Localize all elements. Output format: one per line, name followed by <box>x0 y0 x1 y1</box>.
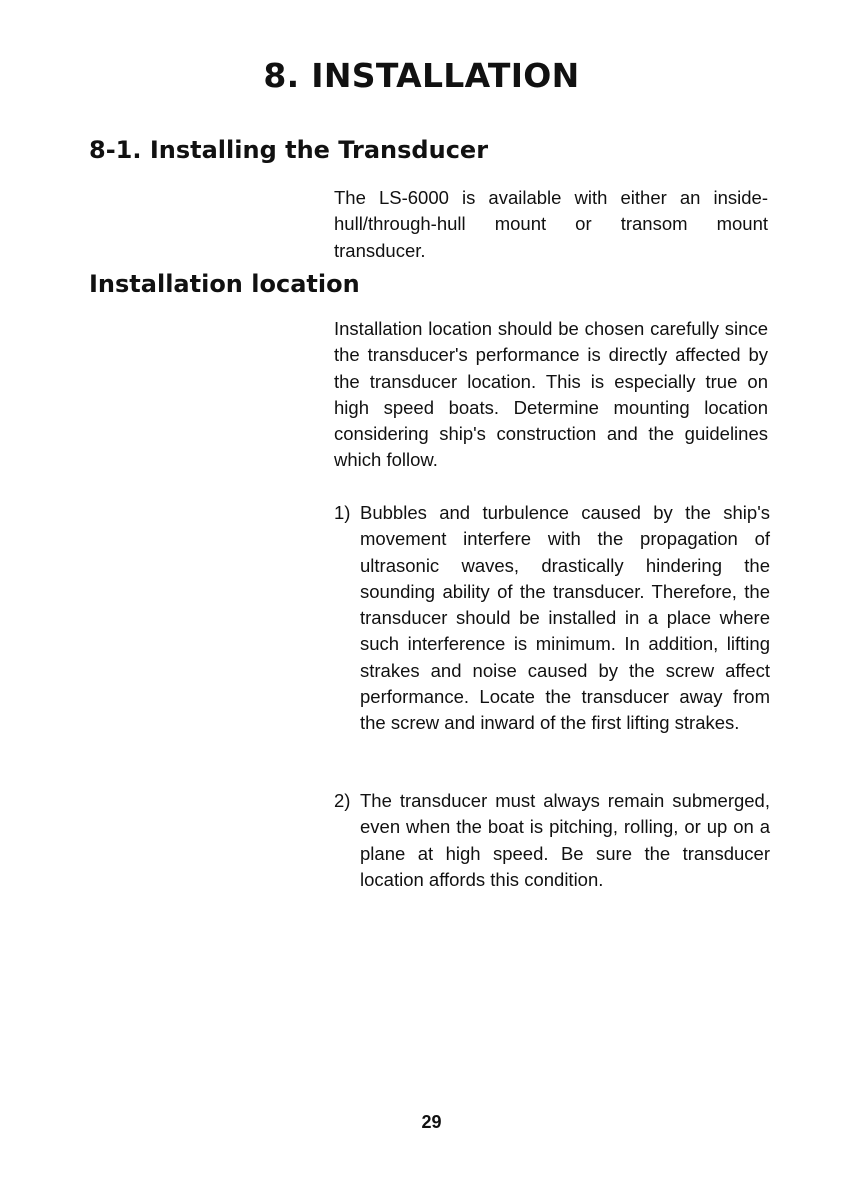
installation-location-paragraph: Installation location should be chosen carefully since the transducer's performance is directly affected by the transducer location. This is especially true on high speed boats. Determine mounting location considering ship's construction and the guidelines which follow. <box>334 318 768 471</box>
page-number: 29 <box>421 1112 442 1132</box>
section-title: 8-1. Installing the Transducer <box>89 136 489 164</box>
guideline-text: The transducer must always remain submerged, even when the boat is pitching, rolling, or up on a plane at high speed. Be sure the transducer location affords this condition. <box>360 790 770 890</box>
guideline-text: Bubbles and turbulence caused by the ship's movement interfere with the propagation of ultrasonic waves, drastically hindering the sounding ability of the transducer. Therefore, the transducer should be installed in a place where such interference is minimum. In addition, lifting strakes and noise caused by the screw affect performance. Locate the transducer away from the screw and inward of the first lifting strakes. <box>360 502 770 734</box>
guideline-number: 1) <box>334 502 351 523</box>
guideline-item-2 <box>334 788 770 893</box>
chapter-title: 8. INSTALLATION <box>263 56 580 95</box>
intro-paragraph: The LS-6000 is available with either an inside-hull/through-hull mount or transom mount transducer. <box>334 187 768 261</box>
installation-location-heading: Installation location <box>89 270 360 298</box>
guideline-item-1 <box>334 500 770 737</box>
guideline-number: 2) <box>334 790 351 811</box>
